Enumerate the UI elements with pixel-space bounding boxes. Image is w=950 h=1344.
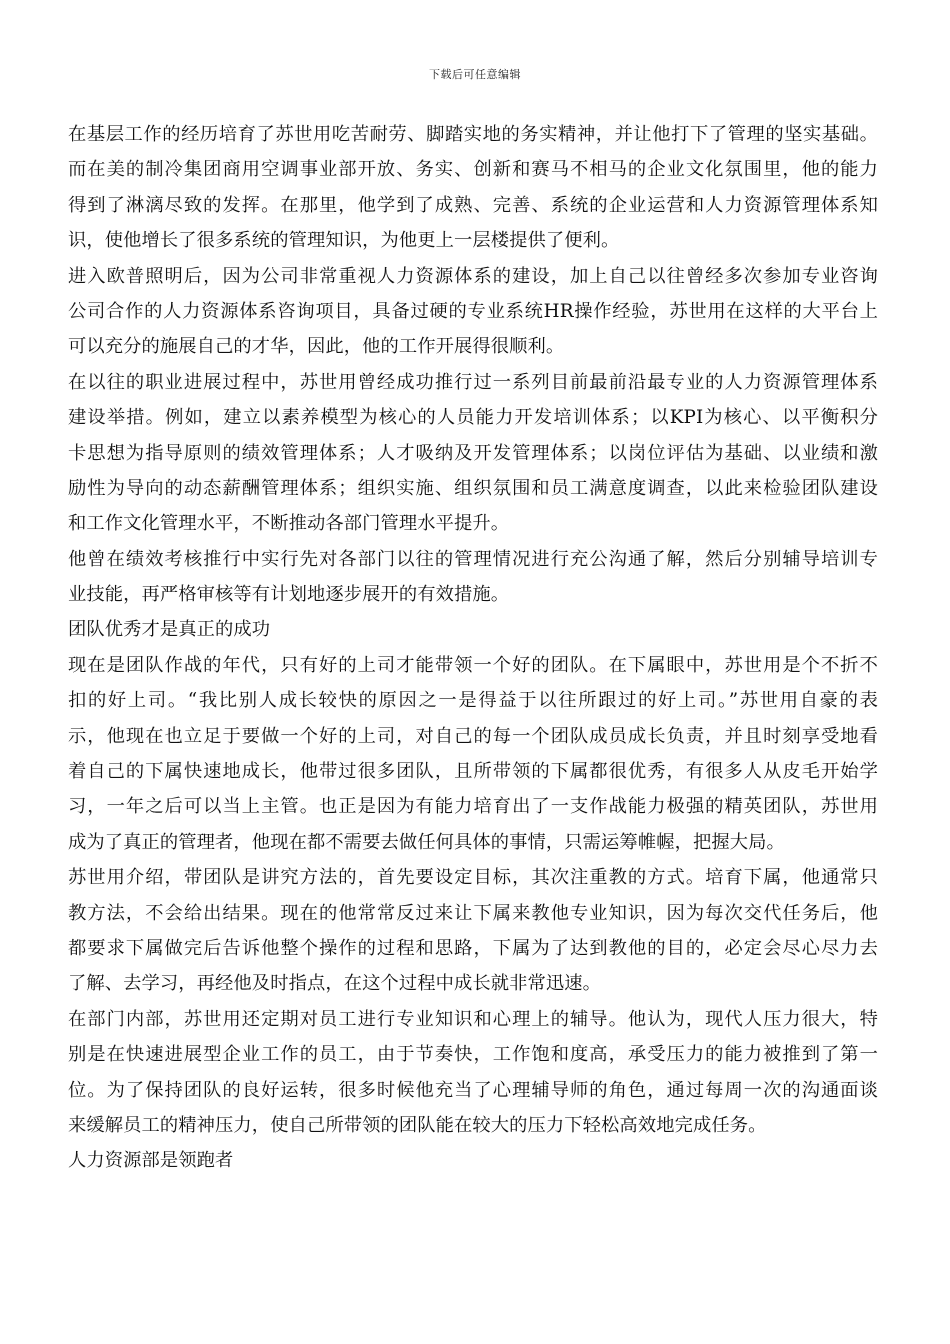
text-line: 成为了真正的管理者，他现在都不需要去做任何具体的事情，只需运筹帷幄，把握大局。 bbox=[68, 831, 785, 853]
section-heading: 团队优秀才是真正的成功 bbox=[68, 619, 271, 641]
text-line: 都要求下属做完后告诉他整个操作的过程和思路，下属为了达到教他的目的，必定会尽心尽力去 bbox=[68, 937, 878, 959]
text-line: 别是在快速进展型企业工作的员工，由于节奏快，工作饱和度高，承受压力的能力被推到了第一 bbox=[68, 1044, 878, 1066]
text-line: 他曾在绩效考核推行中实行先对各部门以往的管理情况进行充公沟通了解，然后分别辅导培训专 bbox=[68, 548, 878, 570]
text-line: 来缓解员工的精神压力，使自己所带领的团队能在较大的压力下轻松高效地完成任务。 bbox=[68, 1114, 767, 1136]
text-line: 在以往的职业进展过程中，苏世用曾经成功推行过一系列目前最前沿最专业的人力资源管理体系 bbox=[68, 371, 878, 393]
text-line: 着自己的下属快速地成长，他带过很多团队，且所带领的下属都很优秀，有很多人从皮毛开始学 bbox=[68, 761, 878, 783]
text-line: 可以充分的施展自己的才华，因此，他的工作开展得很顺利。 bbox=[68, 336, 565, 358]
text-line: 得到了淋漓尽致的发挥。在那里，他学到了成熟、完善、系统的企业运营和人力资源管理体系知 bbox=[68, 194, 878, 216]
section-heading: 人力资源部是领跑者 bbox=[68, 1150, 234, 1172]
text-line: 苏世用介绍，带团队是讲究方法的，首先要设定目标，其次注重教的方式。培育下属，他通常只 bbox=[68, 867, 878, 889]
text-line: 识，使他增长了很多系统的管理知识，为他更上一层楼提供了便利。 bbox=[68, 230, 620, 252]
text-line: 习，一年之后可以当上主管。也正是因为有能力培育出了一支作战能力极强的精英团队，苏世用 bbox=[68, 796, 878, 818]
text-line: 公司合作的人力资源体系咨询项目，具备过硬的专业系统HR操作经验，苏世用在这样的大平台上 bbox=[68, 300, 878, 322]
text-line: 励性为导向的动态薪酬管理体系；组织实施、组织氛围和员工满意度调查，以此来检验团队建设 bbox=[68, 477, 878, 499]
text-line: 教方法，不会给出结果。现在的他常常反过来让下属来教他专业知识，因为每次交代任务后，他 bbox=[68, 902, 878, 924]
text-line: 位。为了保持团队的良好运转，很多时候他充当了心理辅导师的角色，通过每周一次的沟通面谈 bbox=[68, 1079, 878, 1101]
text-line: 而在美的制冷集团商用空调事业部开放、务实、创新和赛马不相马的企业文化氛围里，他的能力 bbox=[68, 159, 878, 181]
text-line: 业技能，再严格审核等有计划地逐步展开的有效措施。 bbox=[68, 584, 510, 606]
text-line: 在基层工作的经历培育了苏世用吃苦耐劳、脚踏实地的务实精神，并让他打下了管理的坚实基础。 bbox=[68, 124, 878, 145]
text-line: 扣的好上司。“我比别人成长较快的原因之一是得益于以往所跟过的好上司。”苏世用自豪的表 bbox=[68, 690, 878, 712]
text-line: 建设举措。例如，建立以素养模型为核心的人员能力开发培训体系；以KPI为核心、以平衡积分 bbox=[68, 407, 878, 429]
text-line: 和工作文化管理水平，不断推动各部门管理水平提升。 bbox=[68, 513, 510, 535]
page-header: 下载后可任意编辑 bbox=[429, 68, 521, 81]
text-line: 现在是团队作战的年代，只有好的上司才能带领一个好的团队。在下属眼中，苏世用是个不折不 bbox=[68, 654, 878, 676]
text-line: 进入欧普照明后，因为公司非常重视人力资源体系的建设，加上自己以往曾经多次参加专业咨询 bbox=[68, 265, 878, 287]
document-body bbox=[68, 117, 878, 1179]
text-line: 卡思想为指导原则的绩效管理体系；人才吸纳及开发管理体系；以岗位评估为基础、以业绩和激 bbox=[68, 442, 878, 464]
text-line: 在部门内部，苏世用还定期对员工进行专业知识和心理上的辅导。他认为，现代人压力很大，特 bbox=[68, 1008, 878, 1030]
text-line: 了解、去学习，再经他及时指点，在这个过程中成长就非常迅速。 bbox=[68, 973, 602, 995]
text-line: 示，他现在也立足于要做一个好的上司，对自己的每一个团队成员成长负责，并且时刻享受地看 bbox=[68, 725, 878, 747]
